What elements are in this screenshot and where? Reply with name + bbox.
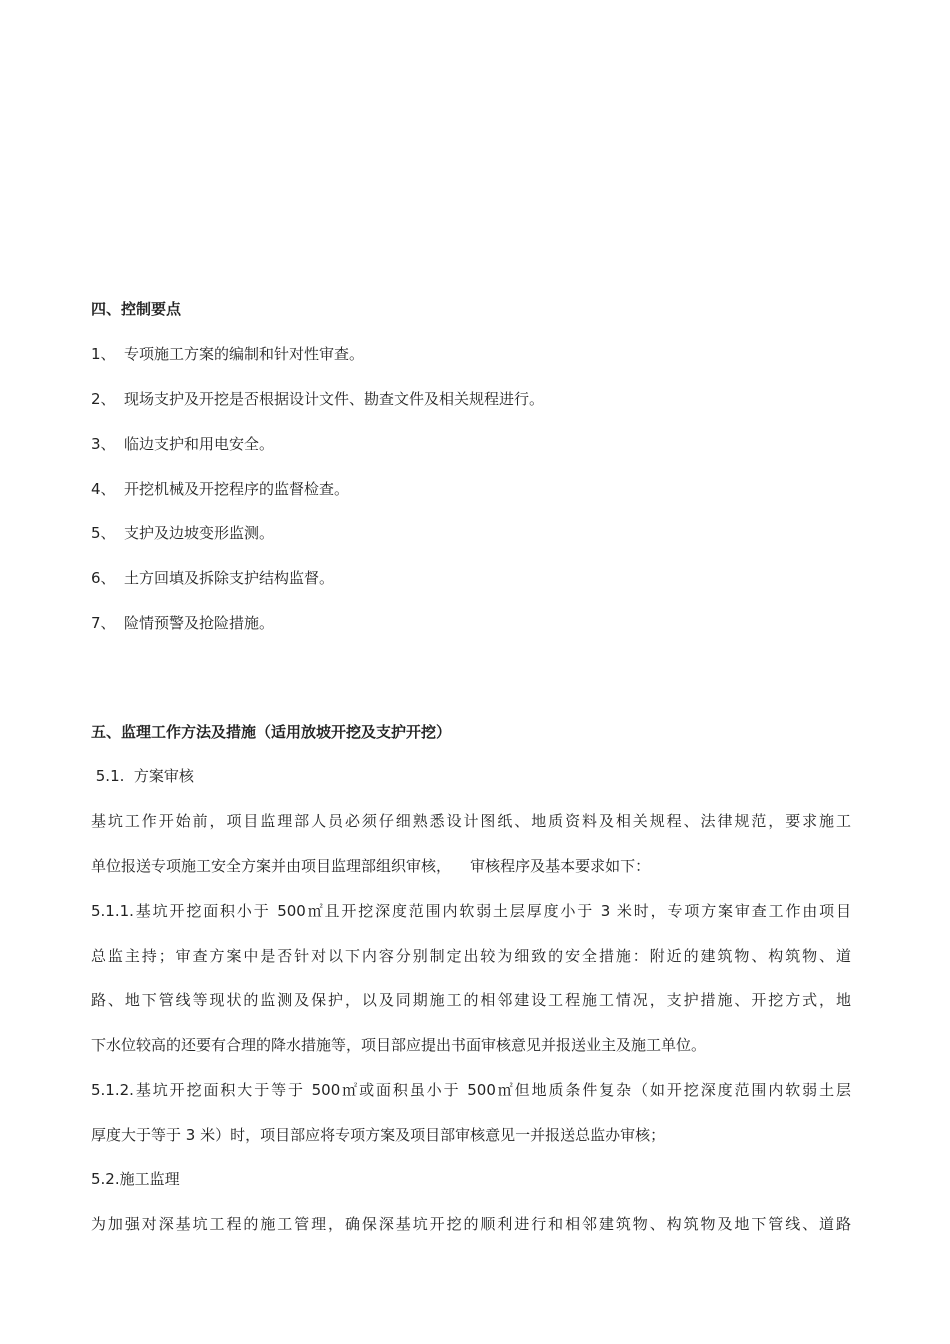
subsection-5-2-title: 5.2.施工监理 bbox=[91, 1170, 180, 1188]
section-5-heading: 五、监理工作方法及措施（适用放坡开挖及支护开挖） bbox=[91, 723, 452, 741]
subsection-5-1-title: 5.1. 方案审核 bbox=[91, 767, 194, 785]
list-item-text: 现场支护及开挖是否根据设计文件、勘查文件及相关规程进行。 bbox=[124, 390, 545, 408]
list-item bbox=[91, 478, 851, 500]
list-item-text: 专项施工方案的编制和针对性审查。 bbox=[124, 345, 365, 363]
list-item-text: 土方回填及拆除支护结构监督。 bbox=[124, 569, 335, 587]
list-item-number: 2、 bbox=[91, 390, 116, 408]
list-item bbox=[91, 612, 851, 634]
list-item-number: 7、 bbox=[91, 614, 116, 632]
list-item-number: 6、 bbox=[91, 569, 116, 587]
list-item-text: 险情预警及抢险措施。 bbox=[124, 614, 275, 632]
list-item bbox=[91, 388, 851, 410]
list-item bbox=[91, 522, 851, 544]
list-item bbox=[91, 433, 851, 455]
list-item-text: 临边支护和用电安全。 bbox=[124, 435, 275, 453]
list-item-text: 支护及边坡变形监测。 bbox=[124, 524, 275, 542]
paragraph-line: 基坑工作开始前，项目监理部人员必须仔细熟悉设计图纸、地质资料及相关规程、法律规范，要求施工 bbox=[91, 812, 851, 830]
paragraph-line: 5.1.1.基坑开挖面积小于 500㎡且开挖深度范围内软弱土层厚度小于 3 米时，专项方案审查工作由项目 bbox=[91, 902, 851, 920]
paragraph-line: 厚度大于等于 3 米）时，项目部应将专项方案及项目部审核意见一并报送总监办审核； bbox=[91, 1126, 666, 1144]
paragraph-line: 5.1.2.基坑开挖面积大于等于 500㎡或面积虽小于 500㎡但地质条件复杂（如开挖深度范围内软弱土层 bbox=[91, 1081, 851, 1099]
list-item-text: 开挖机械及开挖程序的监督检查。 bbox=[124, 480, 350, 498]
list-item bbox=[91, 343, 851, 365]
list-item-number: 3、 bbox=[91, 435, 116, 453]
paragraph-line: 下水位较高的还要有合理的降水措施等，项目部应提出书面审核意见并报送业主及施工单位。 bbox=[91, 1036, 707, 1054]
paragraph-line: 总监主持；审查方案中是否针对以下内容分别制定出较为细致的安全措施：附近的建筑物、构筑物、道 bbox=[91, 947, 851, 965]
section-4-heading: 四、控制要点 bbox=[91, 300, 182, 318]
list-item-number: 4、 bbox=[91, 480, 116, 498]
paragraph-line: 为加强对深基坑工程的施工管理，确保深基坑开挖的顺利进行和相邻建筑物、构筑物及地下管线、道路 bbox=[91, 1215, 851, 1233]
paragraph-line: 路、地下管线等现状的监测及保护，以及同期施工的相邻建设工程施工情况，支护措施、开挖方式，地 bbox=[91, 991, 851, 1009]
paragraph-line: 单位报送专项施工安全方案并由项目监理部组织审核， 审核程序及基本要求如下： bbox=[91, 857, 651, 875]
list-item-number: 1、 bbox=[91, 345, 116, 363]
list-item bbox=[91, 567, 851, 589]
list-item-number: 5、 bbox=[91, 524, 116, 542]
